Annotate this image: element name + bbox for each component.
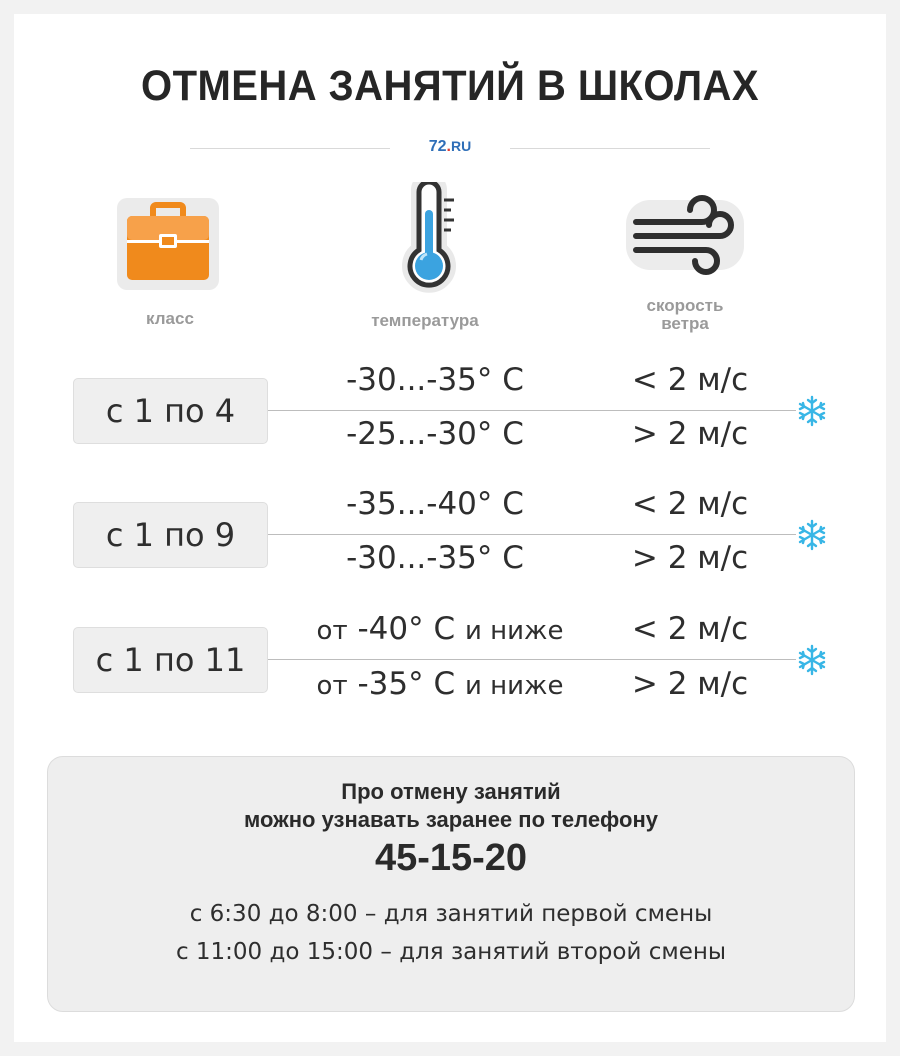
- snowflake-icon: [795, 643, 829, 677]
- temperature-value: -30...-35° C: [346, 362, 524, 398]
- wind-value: > 2 м/с: [631, 416, 749, 452]
- snowflake-icon: [795, 518, 829, 552]
- info-line-2: можно узнавать заранее по телефону: [244, 807, 658, 832]
- divider-right: [510, 148, 710, 149]
- row-divider: [268, 534, 796, 535]
- column-label-wind: скорость ветра: [646, 296, 724, 333]
- row-divider: [268, 659, 796, 660]
- column-label-class: класс: [146, 309, 194, 328]
- row-divider: [268, 410, 796, 411]
- grade-range-1-9: с 1 по 9: [73, 502, 268, 568]
- info-line-1: Про отмену занятий: [341, 779, 561, 804]
- divider-left: [190, 148, 390, 149]
- brand-logo: 72.RU: [428, 138, 472, 155]
- temperature-value: -30...-35° C: [346, 540, 524, 576]
- page-title: ОТМЕНА ЗАНЯТИЙ В ШКОЛАХ: [141, 62, 759, 110]
- phone-number: 45-15-20: [374, 837, 528, 879]
- briefcase-icon: [115, 196, 221, 292]
- temperature-value: -35...-40° C: [346, 486, 524, 522]
- grade-range-1-4: с 1 по 4: [73, 378, 268, 444]
- grade-range-1-11: с 1 по 11: [73, 627, 268, 693]
- schedule-second-shift: с 11:00 до 15:00 – для занятий второй смены: [175, 939, 727, 965]
- temperature-value: -25...-30° C: [346, 416, 524, 452]
- snowflake-icon: [795, 394, 829, 428]
- thermometer-icon: [390, 182, 468, 294]
- temperature-value: от -35° C и ниже: [316, 666, 564, 702]
- wind-value: > 2 м/с: [631, 666, 749, 702]
- wind-value: < 2 м/с: [631, 611, 749, 647]
- schedule-first-shift: с 6:30 до 8:00 – для занятий первой смены: [189, 901, 713, 927]
- wind-value: > 2 м/с: [631, 540, 749, 576]
- phone-info-box: [47, 756, 855, 1012]
- column-label-temperature: температура: [371, 311, 479, 330]
- wind-icon: [624, 192, 748, 282]
- wind-value: < 2 м/с: [631, 486, 749, 522]
- temperature-value: от -40° C и ниже: [316, 611, 564, 647]
- wind-value: < 2 м/с: [631, 362, 749, 398]
